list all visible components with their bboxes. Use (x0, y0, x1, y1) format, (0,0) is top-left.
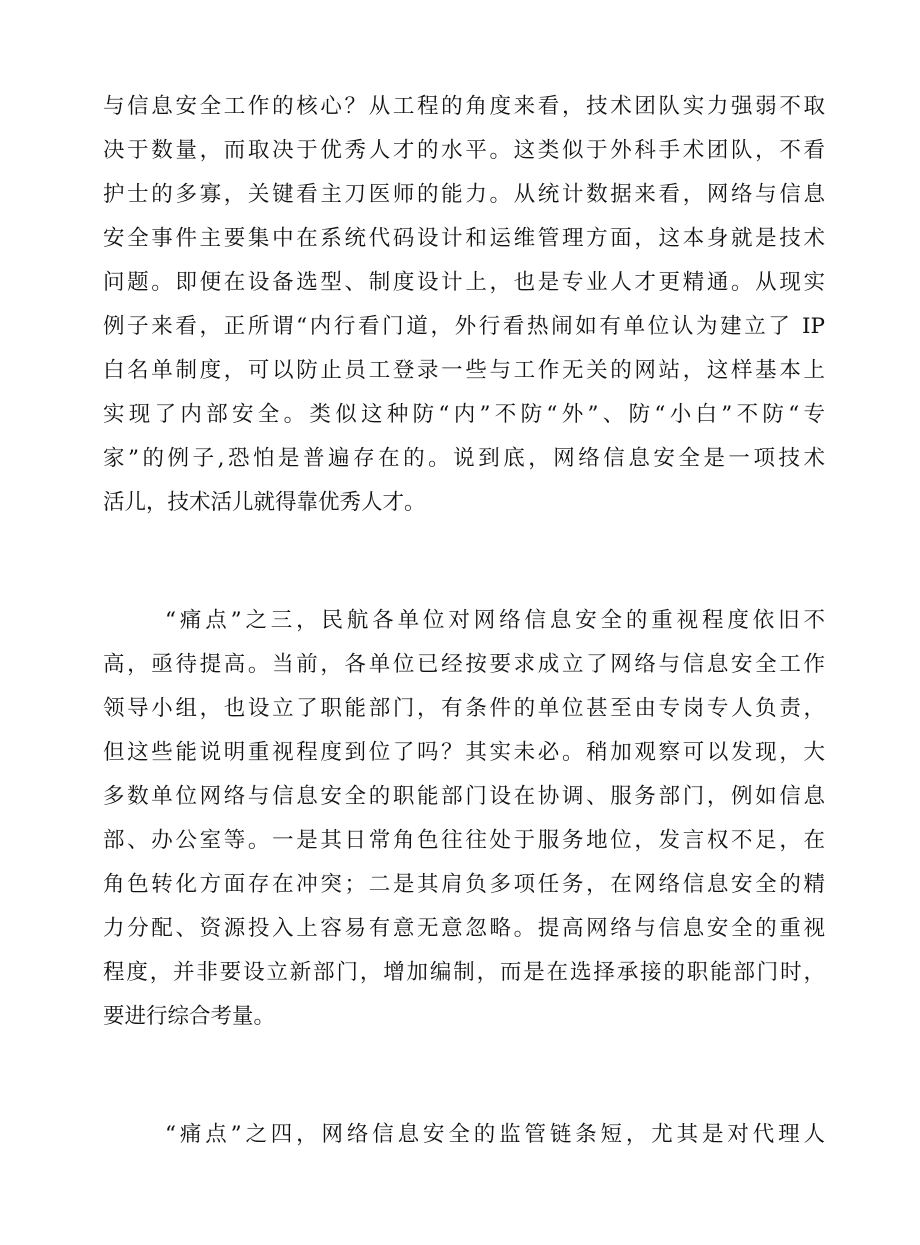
text-line: 角色转化方面存在冲突；二是其肩负多项任务，在网络信息安全的精 (103, 872, 825, 897)
text-line: 与信息安全工作的核心？从工程的角度来看，技术团队实力强弱不取 (103, 94, 825, 119)
text-line: 但这些能说明重视程度到位了吗？其实未必。稍加观察可以发现，大 (103, 740, 825, 765)
text-line: 程度，并非要设立新部门，增加编制，而是在选择承接的职能部门时， (103, 960, 825, 985)
paragraph-first-line: “痛点”之四，网络信息安全的监管链条短，尤其是对代理人 (165, 1122, 825, 1147)
text-line: 白名单制度，可以防止员工登录一些与工作无关的网站，这样基本上 (103, 358, 825, 383)
text-line: 家”的例子,恐怕是普遍存在的。说到底，网络信息安全是一项技术 (103, 446, 825, 471)
text-line: 领导小组，也设立了职能部门，有条件的单位甚至由专岗专人负责， (103, 696, 825, 721)
text-line: 护士的多寡，关键看主刀医师的能力。从统计数据来看，网络与信息 (103, 182, 825, 207)
text-line: 多数单位网络与信息安全的职能部门设在协调、服务部门，例如信息 (103, 784, 825, 809)
text-line: 实现了内部安全。类似这种防“内”不防“外”、防“小白”不防“专 (103, 402, 825, 427)
text-line: 高，亟待提高。当前，各单位已经按要求成立了网络与信息安全工作 (103, 652, 825, 677)
text-line: 部、办公室等。一是其日常角色往往处于服务地位，发言权不足，在 (103, 828, 825, 853)
paragraph-first-line: “痛点”之三，民航各单位对网络信息安全的重视程度依旧不 (165, 608, 825, 633)
text-line: 安全事件主要集中在系统代码设计和运维管理方面，这本身就是技术 (103, 226, 825, 251)
text-line: 要进行综合考量。 (103, 1004, 276, 1029)
text-line: 问题。即便在设备选型、制度设计上，也是专业人才更精通。从现实 (103, 270, 825, 295)
text-line: 活儿，技术活儿就得靠优秀人才。 (103, 490, 426, 515)
text-line: 例子来看，正所谓“内行看门道，外行看热闹如有单位认为建立了 IP (103, 314, 825, 339)
text-line: 力分配、资源投入上容易有意无意忽略。提高网络与信息安全的重视 (103, 916, 825, 941)
text-line: 决于数量，而取决于优秀人才的水平。这类似于外科手术团队，不看 (103, 138, 825, 163)
